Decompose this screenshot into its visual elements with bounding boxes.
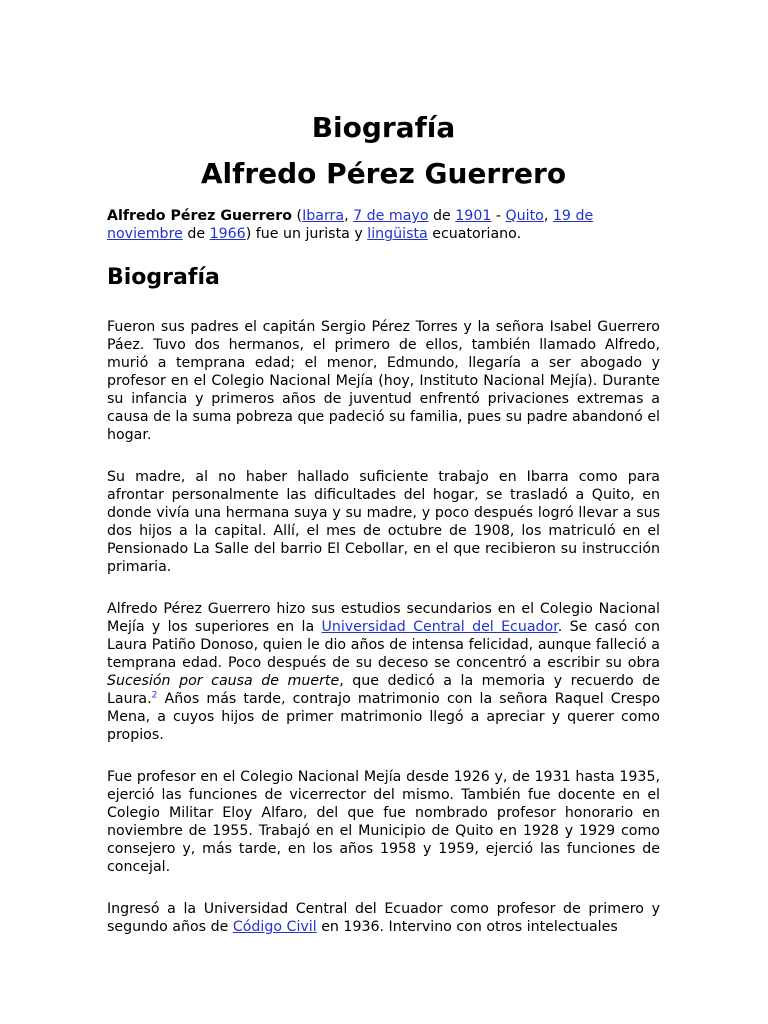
intro-text: , <box>543 208 553 225</box>
intro-text: de <box>428 208 456 225</box>
link-birth-year[interactable]: 1901 <box>455 208 492 225</box>
paragraph-university <box>107 900 660 936</box>
intro-text: ( <box>292 208 303 225</box>
document-subtitle: Alfredo Pérez Guerrero <box>200 156 567 190</box>
paragraph-studies <box>107 600 660 744</box>
paragraph-text: en 1936. Intervino con otros intelectuales <box>316 918 618 935</box>
intro-paragraph <box>107 207 660 243</box>
paragraph-text: . Se casó con Laura Patiño Donoso, quien le dio años de intensa felicidad, aunque falleció a temprana edad. Poco después de su deceso se concentró a escribir su obra <box>107 618 660 671</box>
intro-text: ) fue un jurista y <box>245 226 368 243</box>
paragraph-text: Ingresó a la Universidad Central del Ecuador como profesor de primero y segundo años de <box>107 900 660 935</box>
link-quito[interactable]: Quito <box>505 208 544 225</box>
paragraph-text: Alfredo Pérez Guerrero hizo sus estudios secundarios en el Colegio Nacional Mejía y los superiores en la <box>107 600 660 635</box>
paragraph-mother: Su madre, al no haber hallado suficiente trabajo en Ibarra como para afrontar personalmente las dificultades del hogar, se trasladó a Quito, en donde vivía una hermana suya y su madre, y poco después logró llevar a sus dos hijos a la capital. Allí, el mes de octubre de 1908, los matriculó en el Pensionado La Salle del barrio El Cebollar, en el que recibieron su instrucción primaria. <box>107 468 660 575</box>
link-codigo-civil[interactable]: Código Civil <box>232 918 317 935</box>
section-heading-biografia: Biografía <box>107 265 220 291</box>
intro-text: ecuatoriano. <box>427 226 522 243</box>
link-ibarra[interactable]: Ibarra <box>302 208 345 225</box>
footnote-reference[interactable]: 2 <box>151 689 158 700</box>
paragraph-text: , que dedicó a la memoria y recuerdo de Laura. <box>107 672 661 707</box>
paragraph-parents: Fueron sus padres el capitán Sergio Pérez Torres y la señora Isabel Guerrero Páez. Tuvo dos hermanos, el primero de ellos, también llamado Alfredo, murió a temprana edad; el menor, Edmundo, llegaría a ser abogado y profesor en el Colegio Nacional Mejía (hoy, Instituto Nacional Mejía). Durante su infancia y primeros años de juventud enfrentó privaciones extremas a causa de la suma pobreza que padeció su familia, pues su padre abandonó el hogar. <box>107 318 660 443</box>
paragraph-text: Años más tarde, contrajo matrimonio con la señora Raquel Crespo Mena, a cuyos hijos de primer matrimonio llegó a apreciar y querer como propios. <box>107 690 660 743</box>
work-title: Sucesión por causa de muerte <box>107 672 340 689</box>
link-birth-date[interactable]: 7 de mayo <box>353 208 429 225</box>
document-title: Biografía <box>311 111 456 144</box>
link-universidad-central[interactable]: Universidad Central del Ecuador <box>321 618 558 635</box>
intro-text: de <box>182 226 210 243</box>
intro-text: - <box>491 208 506 225</box>
intro-text: , <box>344 208 354 225</box>
link-death-date[interactable]: 19 de noviembre <box>107 208 594 243</box>
link-death-year[interactable]: 1966 <box>209 226 246 243</box>
link-linguist[interactable]: lingüista <box>367 226 428 243</box>
paragraph-career: Fue profesor en el Colegio Nacional Mejía desde 1926 y, de 1931 hasta 1935, ejerció las funciones de vicerrector del mismo. También fue docente en el Colegio Militar Eloy Alfaro, del que fue nombrado profesor honorario en noviembre de 1955. Trabajó en el Municipio de Quito en 1928 y 1929 como consejero y, más tarde, en los años 1958 y 1959, ejerció las funciones de concejal. <box>107 768 660 875</box>
intro-name: Alfredo Pérez Guerrero <box>107 208 293 225</box>
